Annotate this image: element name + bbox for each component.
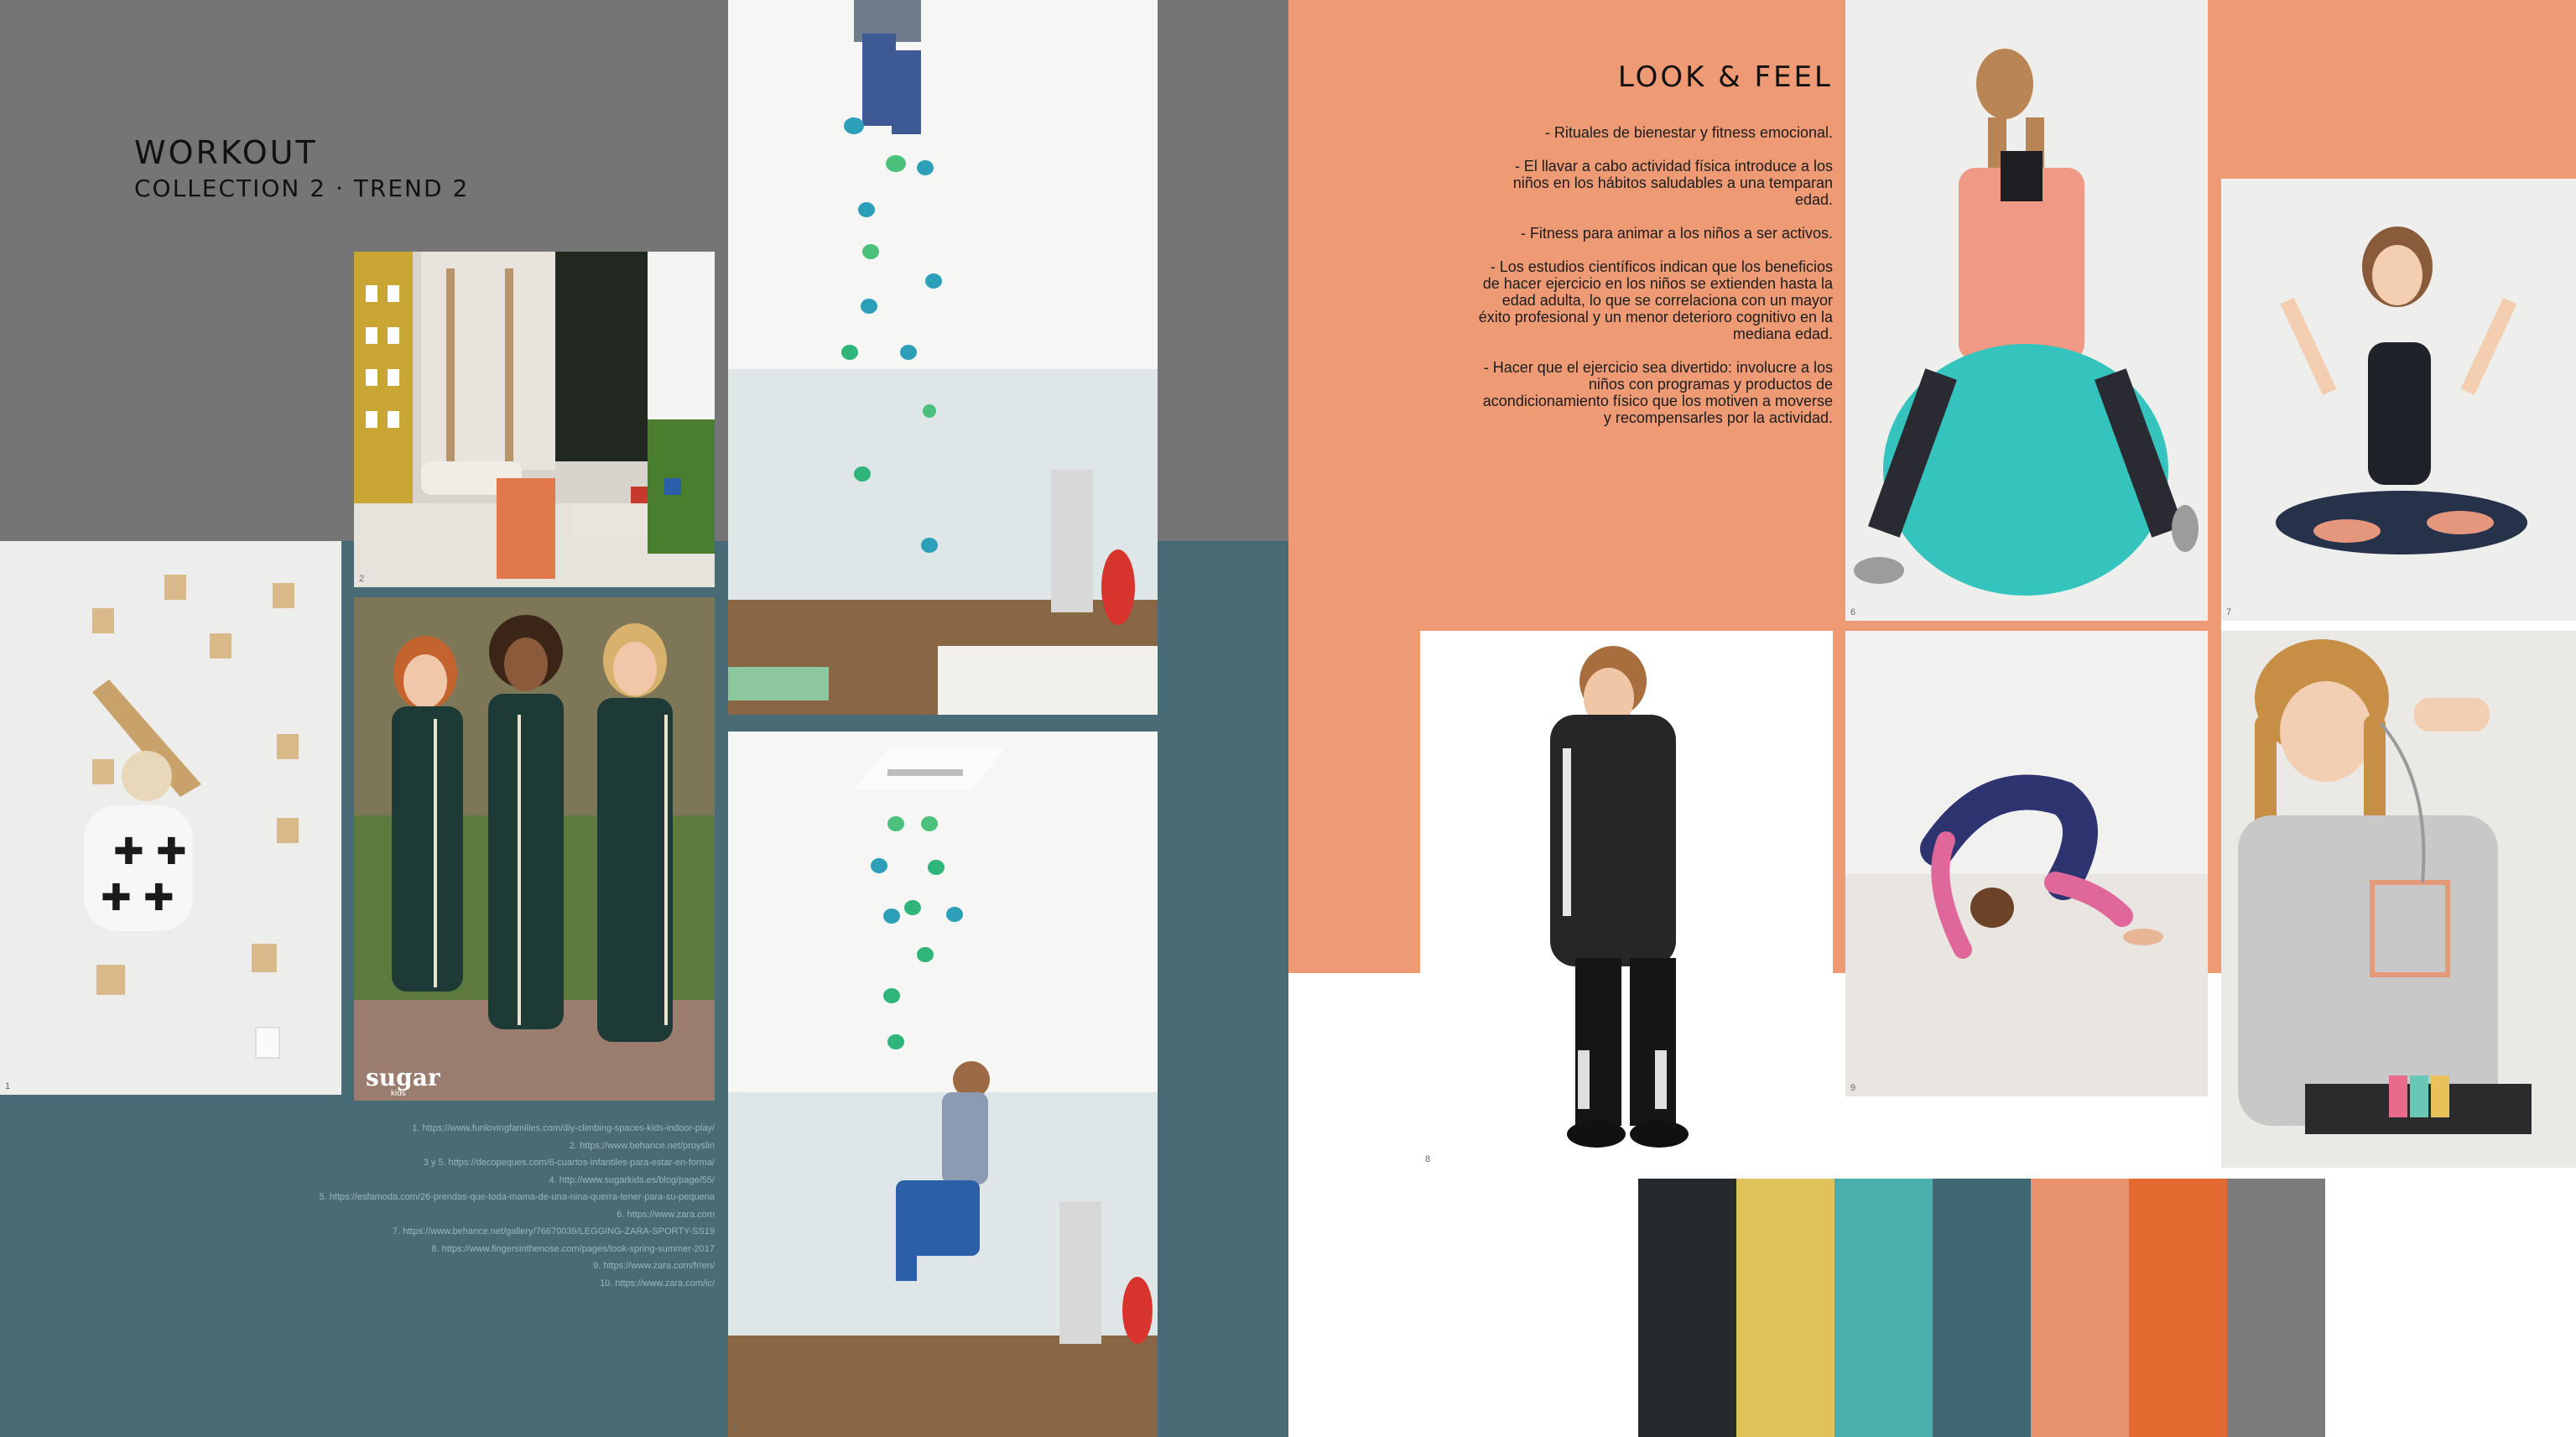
paragraph: - El llavar a cabo actividad física introduce a los niños en los hábitos saludables a una temparan edad. [1512,158,1833,208]
credit-line: 8. https://www.fingersinthenose.com/pages/look-spring-summer-2017 [431,1243,715,1254]
collection-subtitle: COLLECTION 2 · TREND 2 [134,174,470,202]
boy-black-jacket-photo [1420,631,1833,1168]
photo-caption-5: 5 [733,1424,739,1434]
girl-meditating-photo [2221,179,2576,621]
girl-stretching-photo [1845,631,2208,1096]
photo-caption-1: 1 [5,1081,11,1091]
paragraph: - Fitness para animar a los niños a ser activos. [1520,225,1833,242]
credit-line: 2. https://www.behance.net/proyslin [569,1140,715,1151]
look-and-feel-text [1476,124,1833,443]
climbing-holds-wall-photo [728,0,1158,715]
credit-line: 9. https://www.zara.com/fr/en/ [593,1261,715,1271]
credit-line: 5. https://esfamoda.com/26-prendas-que-toda-mama-de-una-nina-querra-tener-para-su-pequena [319,1192,715,1202]
palette-swatch-orange [2129,1179,2227,1437]
kids-tracksuits-photo [354,597,715,1101]
paragraph: - Hacer que el ejercicio sea divertido: involucre a los niños con programas y productos de acondicionamiento físico que los motiven a moverse y recompensarles por la actividad. [1482,359,1833,426]
photo-caption-2: 2 [359,574,365,584]
credit-line: 6. https://www.zara.com [617,1209,715,1220]
palette-swatch-charcoal [1638,1179,1736,1437]
palette-swatch-gray [2227,1179,2325,1437]
sugar-kids-logo-sub: kids [391,1089,406,1098]
credit-line: 10. https://www.zara.com/ic/ [600,1278,715,1289]
sugar-kids-logo: sugar [366,1064,440,1091]
photo-caption-8: 8 [1425,1154,1431,1164]
palette-swatch-mustard [1736,1179,1834,1437]
palette-swatch-petrol [1933,1179,2031,1437]
girl-exercise-ball-photo [1845,0,2208,621]
credit-line: 3 y 5. https://decopeques.com/6-cuartos-infantiles-para-estar-en-forma/ [423,1158,715,1168]
palette-swatch-salmon [2031,1179,2129,1437]
svg-text:✚ ✚: ✚ ✚ [113,830,187,873]
girl-headphones-photo [2221,631,2576,1168]
collection-title: WORKOUT [134,134,318,171]
boy-climbing-wall-photo [728,732,1158,1437]
toddler-climbing-wall-photo [0,541,341,1095]
svg-text:✚ ✚: ✚ ✚ [101,877,174,919]
palette-swatch-turquoise [1834,1179,1933,1437]
credit-line: 7. https://www.behance.net/gallery/76670039/LEGGING-ZARA-SPORTY-SS19 [393,1226,715,1237]
photo-caption-9: 9 [1850,1083,1856,1093]
credit-line: 1. https://www.funlovingfamilies.com/diy-climbing-spaces-kids-indoor-play/ [412,1123,715,1133]
paragraph: - Los estudios científicos indican que los beneficios de hacer ejercicio en los niños se extienden hasta la edad adulta, lo que se correlaciona con un mayor éxito profesional y un menor deterioro cognitivo en la mediana edad. [1478,258,1833,342]
paragraph: - Rituales de bienestar y fitness emocional. [1544,124,1833,141]
photo-caption-6: 6 [1850,607,1856,617]
photo-caption-7: 7 [2226,607,2232,617]
teal-background-upper-right [1158,568,1288,576]
image-credits [195,1120,715,1292]
kids-playroom-photo [354,252,715,587]
credit-line: 4. http://www.sugarkids.es/blog/page/55/ [549,1174,715,1185]
look-and-feel-title: LOOK & FEEL [1617,60,1833,94]
